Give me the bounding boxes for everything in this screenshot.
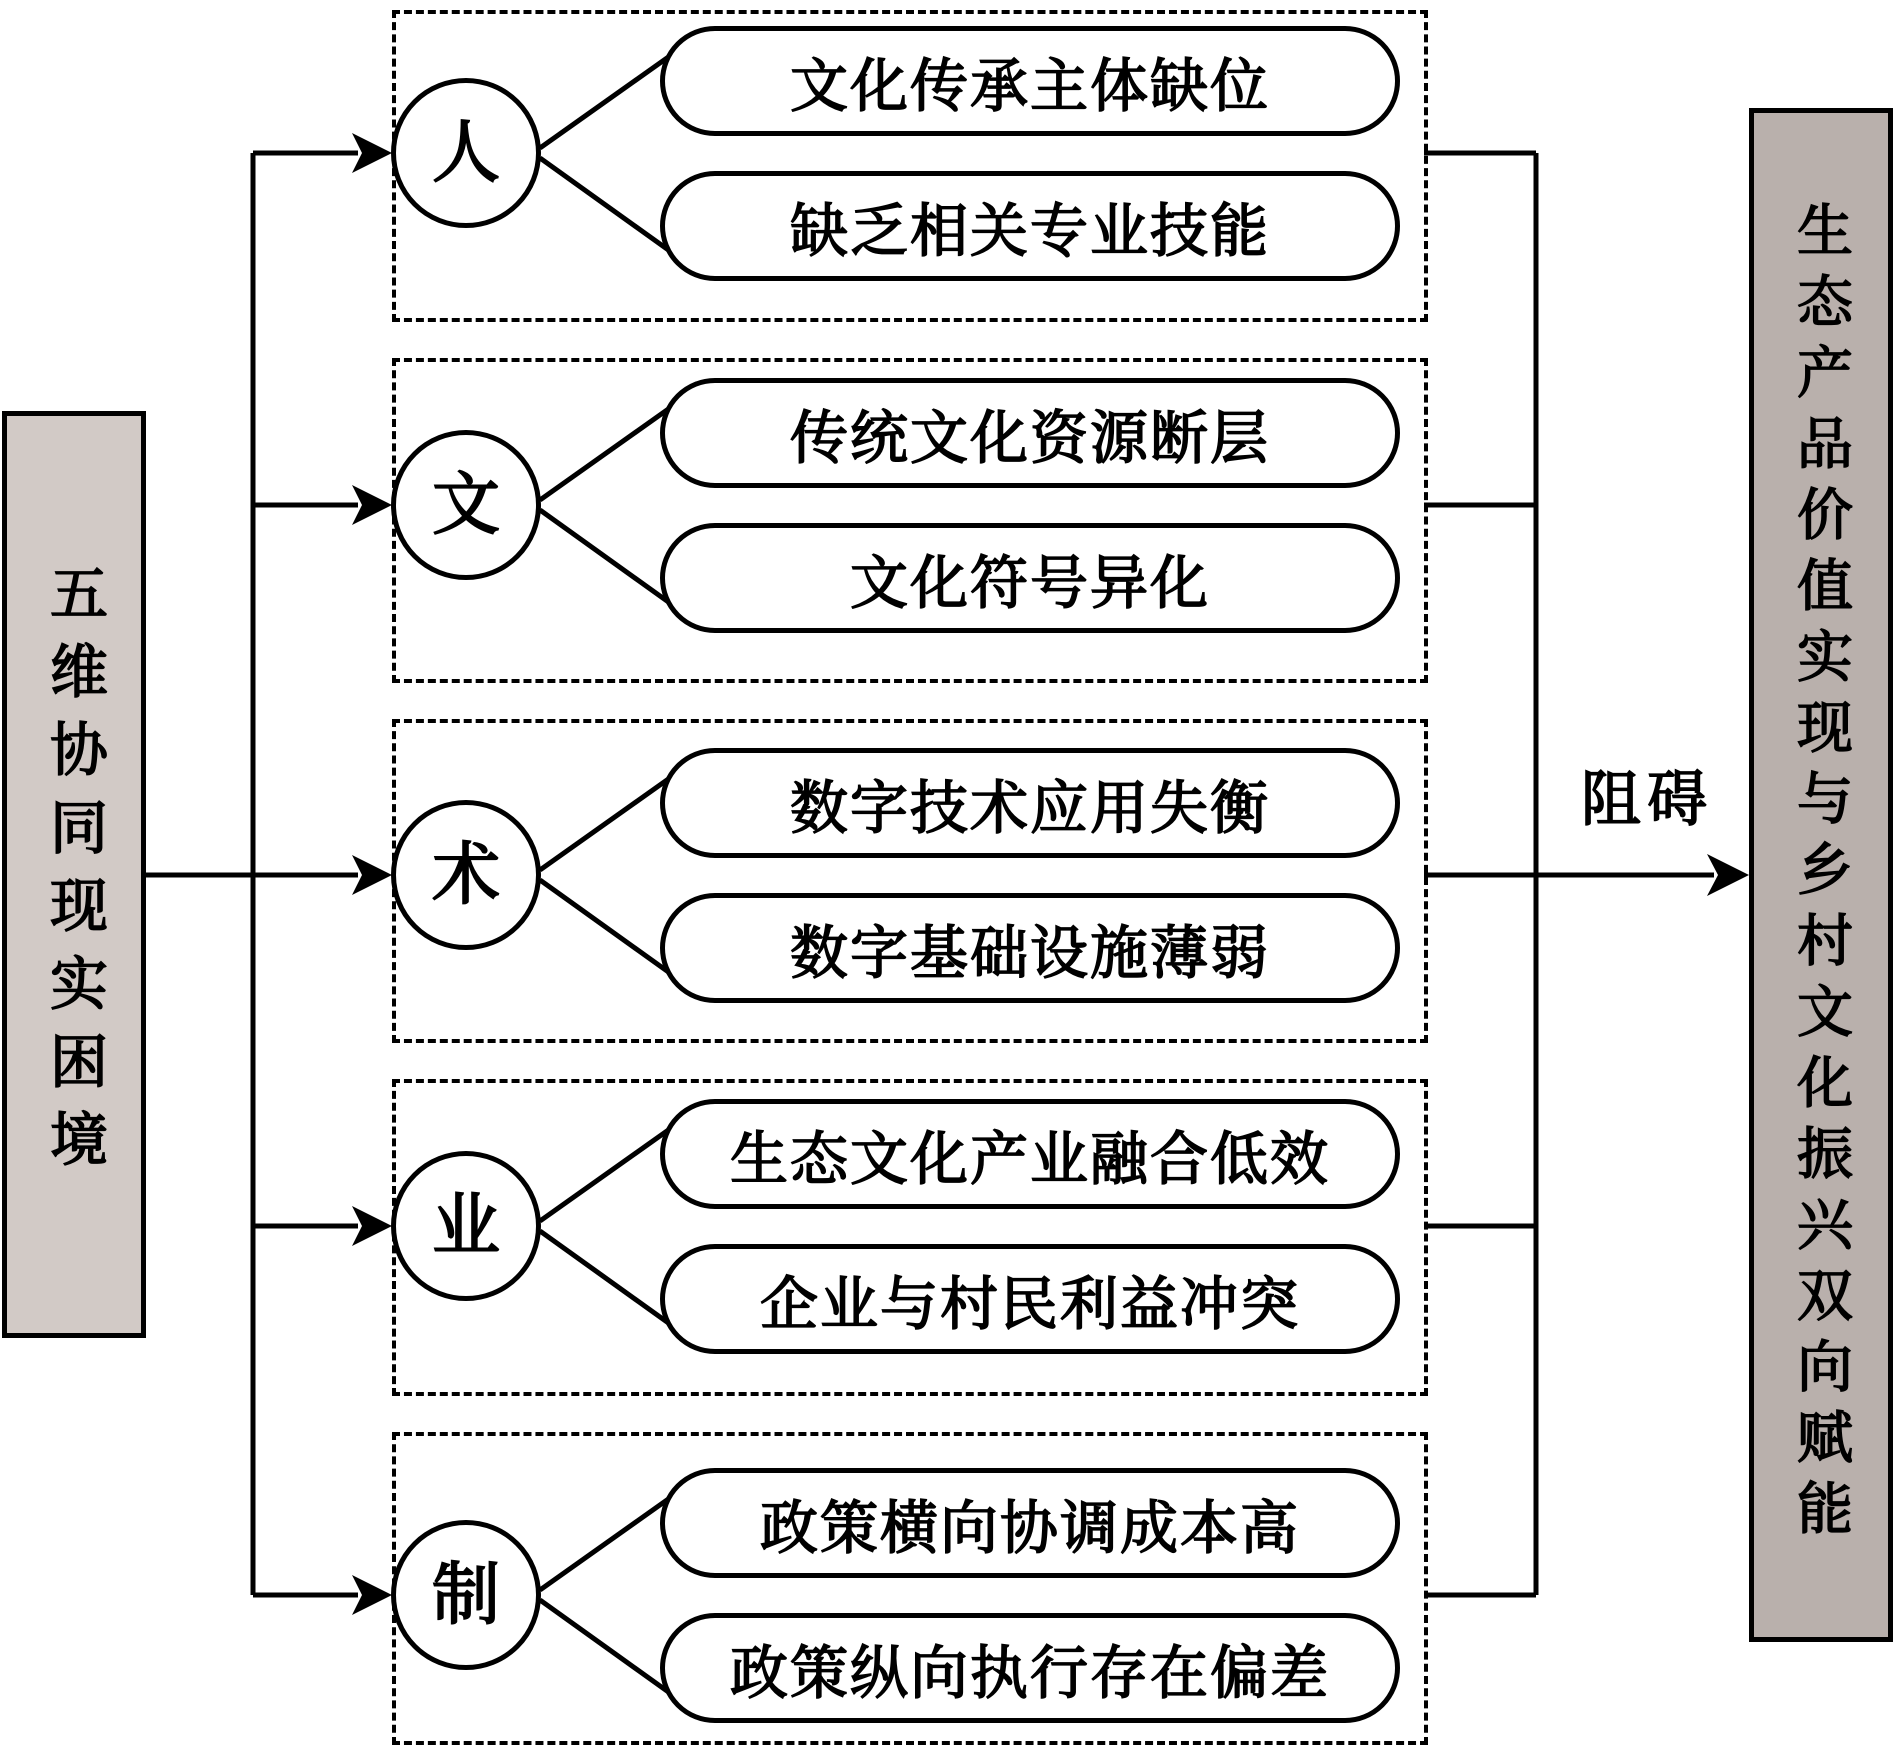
- main-arrow-label: 阻碍: [1581, 765, 1713, 835]
- pill-ren-1: 文化传承主体缺位: [660, 26, 1400, 136]
- pill-wen-2: 文化符号异化: [660, 523, 1400, 633]
- circle-zhi: 制: [391, 1520, 541, 1670]
- right-panel: [1749, 108, 1893, 1642]
- circle-wen: 文: [391, 430, 541, 580]
- circle-ren: 人: [391, 78, 541, 228]
- left-panel-label: 五维协同现实困境: [40, 562, 108, 1187]
- pill-shu-1: 数字技术应用失衡: [660, 748, 1400, 858]
- right-panel-label: 生态产品价值实现与乡村文化振兴双向赋能: [1788, 200, 1854, 1550]
- circle-ye: 业: [391, 1151, 541, 1301]
- pill-wen-1: 传统文化资源断层: [660, 378, 1400, 488]
- pill-ye-2: 企业与村民利益冲突: [660, 1244, 1400, 1354]
- pill-ye-1: 生态文化产业融合低效: [660, 1099, 1400, 1209]
- pill-zhi-2: 政策纵向执行存在偏差: [660, 1613, 1400, 1723]
- pill-zhi-1: 政策横向协调成本高: [660, 1468, 1400, 1578]
- pill-ren-2: 缺乏相关专业技能: [660, 171, 1400, 281]
- left-panel: [2, 411, 146, 1338]
- pill-shu-2: 数字基础设施薄弱: [660, 893, 1400, 1003]
- circle-shu: 术: [391, 800, 541, 950]
